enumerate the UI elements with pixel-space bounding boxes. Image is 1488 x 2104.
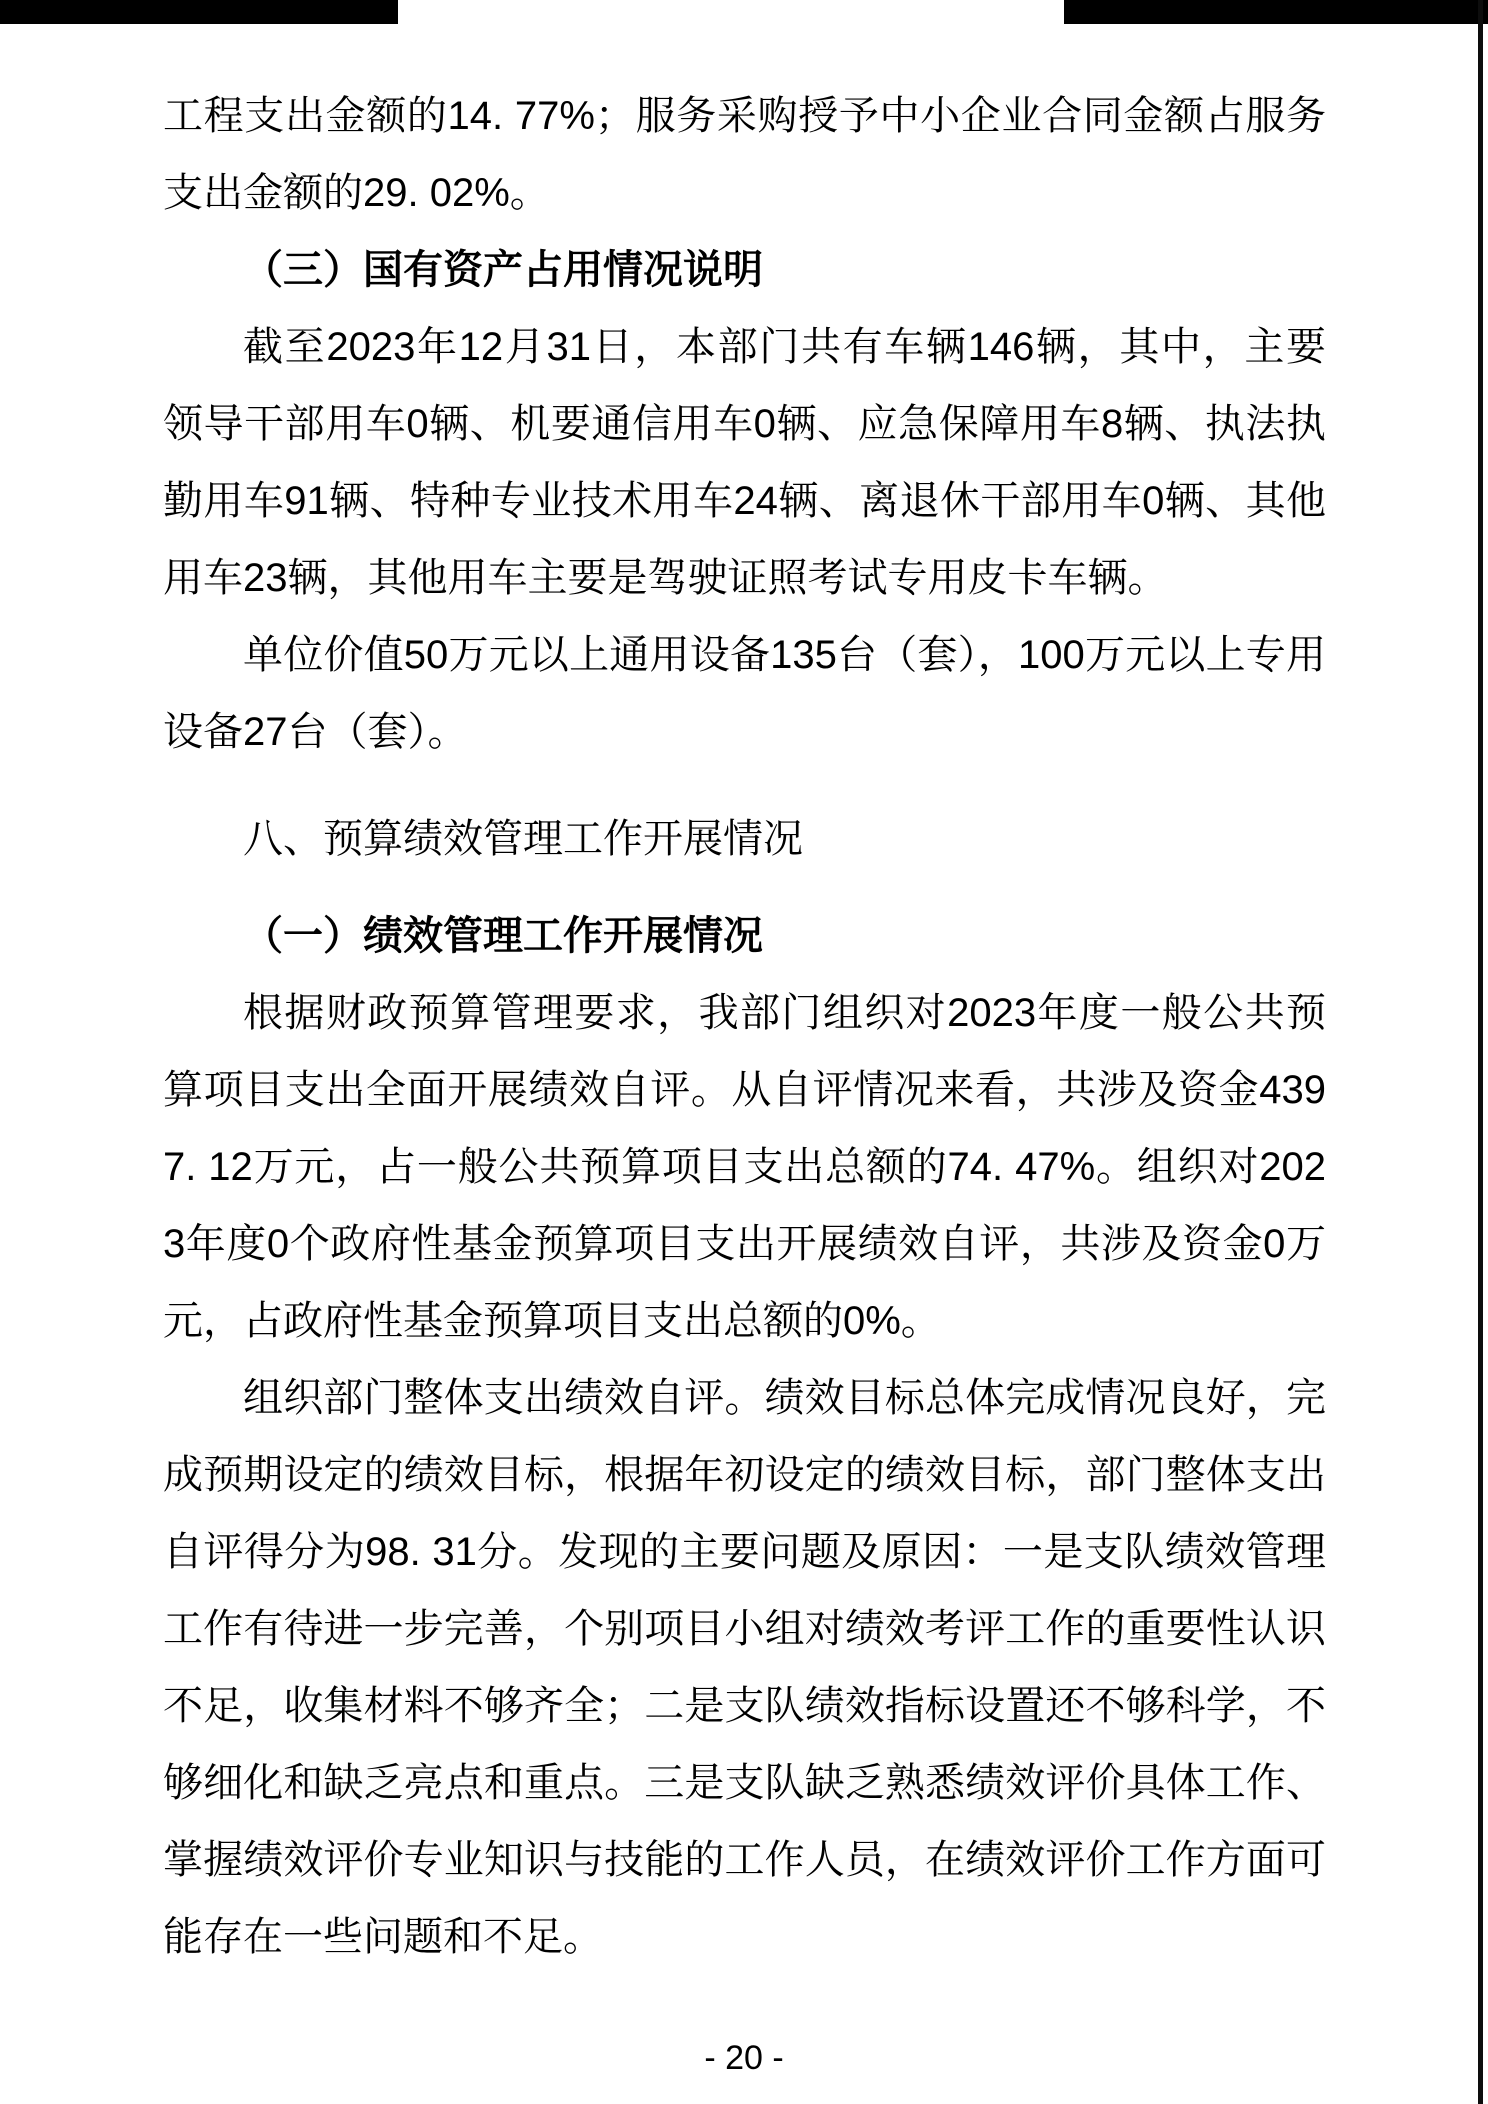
subsection-heading-performance-management: （一）绩效管理工作开展情况: [243, 914, 763, 958]
paragraph-vehicles: 截至2023年12月31日，本部门共有车辆146辆，其中，主要领导干部用车0辆、机要通信用车0辆、应急保障用车8辆、执法执勤用车91辆、特种专业技术用车24辆、离退休干部用车0辆、其他用车23辆，其他用车主要是驾驶证照考试专用皮卡车辆。: [163, 325, 1326, 600]
paragraph-procurement-continuation: 工程支出金额的14. 77%；服务采购授予中小企业合同金额占服务支出金额的29. 02%。: [163, 94, 1326, 215]
scan-artifact-right-edge-line: [1478, 0, 1483, 2104]
scan-artifact-top-left-bar: [0, 0, 398, 24]
text-column: [163, 78, 1326, 1976]
paragraph-overall-self-evaluation: 组织部门整体支出绩效自评。绩效目标总体完成情况良好，完成预期设定的绩效目标，根据年初设定的绩效目标，部门整体支出自评得分为98. 31分。发现的主要问题及原因：一是支队绩效管理工作有待进一步完善，个别项目小组对绩效考评工作的重要性认识不足，收集材料不够齐全；二是支队绩效指标设置还不够科学，不够细化和缺乏亮点和重点。三是支队缺乏熟悉绩效评价具体工作、掌握绩效评价专业知识与技能的工作人员，在绩效评价工作方面可能存在一些问题和不足。: [163, 1376, 1326, 1959]
subsection-heading-state-assets: （三）国有资产占用情况说明: [243, 248, 763, 292]
page-number: - 20 -: [704, 2039, 784, 2077]
paragraph-equipment: 单位价值50万元以上通用设备135台（套），100万元以上专用设备27台（套）。: [163, 633, 1326, 754]
paragraph-project-self-evaluation: 根据财政预算管理要求，我部门组织对2023年度一般公共预算项目支出全面开展绩效自评。从自评情况来看，共涉及资金4397. 12万元，占一般公共预算项目支出总额的74. 47%。组织对2023年度0个政府性基金预算项目支出开展绩效自评，共涉及资金0万元，占政府性基金预算项目支出总额的0%。: [163, 991, 1326, 1343]
scan-artifact-top-right-bar: [1064, 0, 1488, 24]
section-heading-budget-performance: 八、预算绩效管理工作开展情况: [243, 817, 803, 861]
